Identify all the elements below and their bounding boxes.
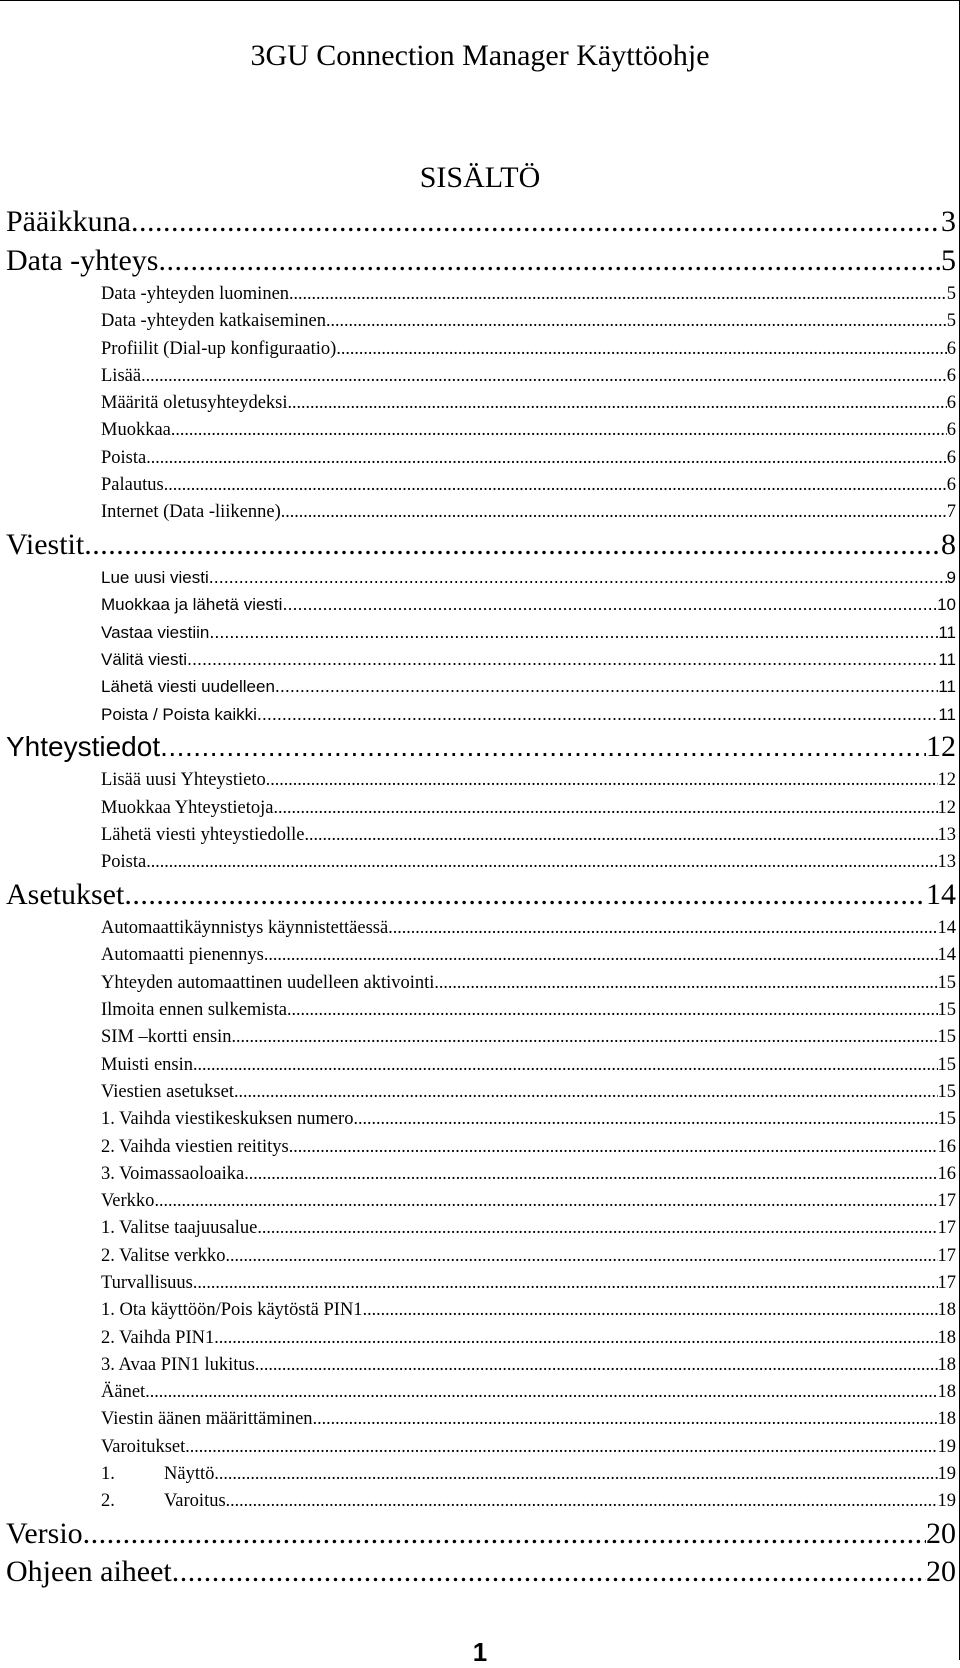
toc-subentry-page: 18 [937, 1382, 956, 1403]
toc-entry-label: Pääikkuna [6, 205, 131, 238]
dot-leader [257, 1214, 937, 1241]
dot-leader [326, 307, 947, 334]
toc-subentry-page: 16 [937, 1163, 956, 1184]
toc-entry-page: 20 [926, 1555, 956, 1589]
dot-leader [185, 1433, 937, 1460]
dot-leader [171, 416, 947, 443]
toc-subentry[interactable] [101, 673, 956, 700]
toc-subentry-label: Viestien asetukset [101, 1081, 234, 1102]
toc-subentry[interactable] [101, 766, 956, 793]
toc-subentry[interactable] [101, 1187, 956, 1214]
toc-entry-page: 8 [941, 527, 956, 561]
toc-subentry[interactable] [101, 646, 956, 673]
toc-entry-page: 3 [941, 205, 956, 238]
dot-leader [83, 1515, 926, 1554]
toc-subentry[interactable] [101, 821, 956, 848]
table-of-contents [6, 203, 956, 1592]
toc-subentry-label: Lähetä viesti yhteystiedolle [101, 825, 305, 846]
toc-subentry-page: 19 [937, 1491, 956, 1512]
dot-leader [232, 1023, 938, 1050]
toc-subentry-label: Automaatti pienennys [101, 945, 264, 966]
toc-subentry[interactable] [101, 1051, 956, 1078]
toc-subentry[interactable] [101, 1460, 956, 1487]
toc-subentry-page: 9 [946, 568, 956, 588]
dot-leader [141, 362, 947, 389]
toc-subentry-page: 15 [937, 1000, 956, 1021]
toc-subentry[interactable] [101, 848, 956, 875]
toc-entry-paakkuna[interactable] [6, 203, 956, 242]
toc-subentry-page: 17 [937, 1218, 956, 1239]
toc-subentry-label: Muisti ensin [101, 1054, 193, 1075]
dot-leader [209, 619, 938, 646]
toc-subentry[interactable] [101, 1324, 956, 1351]
toc-subentry[interactable] [101, 335, 956, 362]
dot-leader [255, 1351, 938, 1378]
dot-leader [282, 591, 937, 618]
toc-subentry-page: 18 [937, 1300, 956, 1321]
toc-entry-page: 5 [941, 243, 956, 277]
toc-subentry-page: 18 [937, 1327, 956, 1348]
toc-subentry[interactable] [101, 1378, 956, 1405]
toc-subentry-page: 5 [946, 311, 956, 332]
toc-subentry-page: 11 [938, 650, 956, 670]
dot-leader [145, 1378, 937, 1405]
toc-subentry-label: 1. Ota käyttöön/Pois käytöstä PIN1 [101, 1300, 363, 1321]
dot-leader [226, 1487, 938, 1514]
dot-leader [289, 1133, 938, 1160]
toc-subentry[interactable] [101, 498, 956, 525]
toc-subentry-label: Data -yhteyden luominen [101, 284, 290, 304]
toc-subentry[interactable] [101, 444, 956, 471]
page-number: 1 [472, 1637, 488, 1667]
dot-leader [209, 564, 947, 591]
toc-subentry-label: Lue uusi viesti [101, 568, 209, 588]
dot-leader [226, 1242, 938, 1269]
toc-subentry-page: 7 [946, 502, 956, 523]
toc-subentry[interactable] [101, 969, 956, 996]
toc-subentry-page: 13 [937, 825, 956, 846]
toc-subentry-label: 3. Avaa PIN1 lukitus [101, 1354, 255, 1375]
dot-leader [304, 821, 937, 848]
dot-leader [336, 335, 946, 362]
toc-subentry-label: Palautus [101, 475, 164, 496]
toc-subentry-page: 10 [937, 595, 956, 615]
toc-subentry-label: Muokkaa Yhteystietoja [101, 797, 274, 818]
toc-subentry-page: 19 [937, 1464, 956, 1485]
toc-subentry-page: 6 [946, 447, 956, 468]
dot-leader [172, 1553, 926, 1592]
toc-subentry-page: 17 [937, 1191, 956, 1212]
toc-subentry-page: 14 [937, 945, 956, 966]
toc-subentry-page: 14 [937, 918, 956, 939]
toc-subentry-text: Näyttö [164, 1464, 215, 1485]
toc-subentry[interactable] [101, 619, 956, 646]
dot-leader [313, 1405, 938, 1432]
toc-subentry[interactable] [101, 794, 956, 821]
toc-subentry[interactable] [101, 941, 956, 968]
toc-subentry-page: 11 [938, 622, 956, 642]
dot-leader [187, 646, 938, 673]
toc-subentry[interactable] [101, 1487, 956, 1514]
toc-entry-label: Yhteystiedot [6, 730, 161, 762]
toc-subentry-label: 2. Valitse verkko [101, 1245, 226, 1266]
dot-leader [214, 1324, 937, 1351]
toc-subentry[interactable] [101, 307, 956, 334]
dot-leader [275, 673, 938, 700]
toc-subentry[interactable] [101, 1242, 956, 1269]
dot-leader [266, 766, 938, 793]
toc-subentry-page: 11 [938, 677, 956, 697]
toc-entry-label: Data -yhteys [6, 243, 159, 277]
toc-subentry-page: 6 [946, 475, 956, 496]
toc-subentry[interactable] [101, 996, 956, 1023]
toc-subentry-page: 15 [937, 1027, 956, 1048]
toc-subentry-page: 11 [938, 704, 956, 724]
toc-entry-label: Viestit [6, 527, 85, 561]
dot-leader [273, 794, 937, 821]
toc-subentry-label: Lähetä viesti uudelleen [101, 677, 275, 697]
dot-leader [193, 1051, 938, 1078]
toc-subentry[interactable] [101, 1433, 956, 1460]
toc-subentry-page: 6 [946, 393, 956, 414]
toc-entry-page: 14 [926, 877, 956, 911]
toc-subentry-label: Lisää uusi Yhteystieto [101, 770, 266, 791]
toc-subentry-label: Välitä viesti [101, 650, 187, 670]
dot-leader [146, 444, 947, 471]
dot-leader [193, 1269, 938, 1296]
toc-subentry-label: Viestin äänen määrittäminen [101, 1409, 313, 1430]
toc-subentry-page: 15 [937, 1081, 956, 1102]
toc-subentry-label: Määritä oletusyhteydeksi [101, 393, 288, 414]
dot-leader [353, 1105, 937, 1132]
toc-entry-yhteystiedot[interactable] [6, 728, 956, 767]
toc-subentry-label [101, 1461, 214, 1487]
toc-subentry-label: Verkko [101, 1191, 155, 1212]
toc-subentry-page: 13 [937, 852, 956, 873]
toc-subentry-page: 5 [946, 284, 956, 304]
toc-subentry-label: 1. Valitse taajuusalue [101, 1218, 258, 1239]
toc-subentry[interactable] [101, 564, 956, 591]
dot-leader [288, 389, 947, 416]
toc-subentry-label: 1. Vaihda viestikeskuksen numero [101, 1109, 354, 1130]
toc-subentry-label: Automaattikäynnistys käynnistettäessä [101, 918, 389, 939]
toc-subentry-page: 15 [937, 972, 956, 993]
toc-subentry[interactable] [101, 1023, 956, 1050]
dot-leader [160, 728, 926, 767]
toc-entry-data-yhteys[interactable] [6, 242, 956, 281]
dot-leader [257, 701, 938, 728]
toc-entry-versio[interactable] [6, 1515, 956, 1554]
toc-subentry-label [101, 1488, 226, 1514]
toc-subentry-page: 6 [946, 338, 956, 359]
toc-subentry-label: Turvallisuus [101, 1273, 193, 1293]
toc-entry-asetukset[interactable] [6, 876, 956, 915]
toc-subentry[interactable] [101, 362, 956, 389]
dot-leader [363, 1296, 938, 1323]
toc-subentry[interactable] [101, 389, 956, 416]
toc-subentry[interactable] [101, 1405, 956, 1432]
dot-leader [264, 941, 938, 968]
toc-subentry[interactable] [101, 1160, 956, 1187]
dot-leader [154, 1187, 937, 1214]
toc-subentry[interactable] [101, 1269, 956, 1296]
toc-subentry-page: 17 [937, 1273, 956, 1293]
toc-subentry[interactable] [101, 914, 956, 941]
toc-entry-label: Asetukset [6, 877, 125, 911]
toc-subentry-page: 18 [937, 1409, 956, 1430]
toc-subentry-label: Varoitukset [101, 1436, 186, 1457]
toc-subentry-label: Muokkaa [101, 420, 171, 441]
dot-leader [124, 876, 926, 915]
toc-subentry-page: 6 [946, 365, 956, 386]
dot-leader [84, 526, 941, 565]
toc-heading: SISÄLTÖ [419, 161, 541, 194]
dot-leader [289, 280, 947, 307]
toc-subentry[interactable] [101, 1078, 956, 1105]
toc-subentry-label: Ilmoita ennen sulkemista [101, 1000, 287, 1021]
document-title: 3GU Connection Manager Käyttöohje [250, 39, 710, 72]
dot-leader [281, 498, 947, 525]
toc-subentry-label: Profiilit (Dial-up konfiguraatio) [101, 338, 337, 359]
toc-subentry[interactable] [101, 1133, 956, 1160]
toc-subentry[interactable] [101, 471, 956, 498]
toc-subentry-prefix: 2. [101, 1491, 115, 1512]
toc-subentry-label: Yhteyden automaattinen uudelleen aktivointi [101, 972, 435, 993]
toc-subentry-label: Poista [101, 852, 147, 873]
toc-subentry-page: 17 [937, 1245, 956, 1266]
toc-subentry[interactable] [101, 591, 956, 618]
toc-subentry-label: Lisää [101, 365, 142, 386]
toc-subentry-page: 18 [937, 1354, 956, 1375]
toc-subentry[interactable] [101, 701, 956, 728]
dot-leader [234, 1078, 938, 1105]
toc-subentry-page: 12 [937, 770, 956, 791]
toc-entry-page: 20 [926, 1516, 956, 1550]
dot-leader [146, 848, 937, 875]
toc-entry-ohjeen-aiheet[interactable] [6, 1553, 956, 1592]
toc-subentry-label: 2. Vaihda viestien reititys [101, 1136, 289, 1157]
dot-leader [164, 471, 947, 498]
dot-leader [434, 969, 937, 996]
toc-subentry[interactable] [101, 1214, 956, 1241]
toc-subentry-label: Poista / Poista kaikki [101, 704, 257, 724]
toc-entry-viestit[interactable] [6, 526, 956, 565]
toc-entry-label: Ohjeen aiheet [6, 1555, 172, 1589]
toc-subentry-page: 15 [937, 1054, 956, 1075]
dot-leader [131, 203, 941, 242]
toc-subentry[interactable] [101, 1296, 956, 1323]
toc-subentry-page: 19 [937, 1436, 956, 1457]
toc-subentry[interactable] [101, 1105, 956, 1132]
toc-subentry[interactable] [101, 280, 956, 307]
toc-subentry[interactable] [101, 1351, 956, 1378]
toc-entry-label: Versio [6, 1516, 83, 1550]
toc-subentry-label: Data -yhteyden katkaiseminen [101, 311, 326, 332]
toc-subentry-page: 12 [937, 797, 956, 818]
toc-subentry-label: 3. Voimassaoloaika [101, 1163, 245, 1184]
toc-subentry-page: 6 [946, 420, 956, 441]
dot-leader [158, 242, 941, 281]
dot-leader [287, 996, 938, 1023]
dot-leader [214, 1460, 937, 1487]
dot-leader [244, 1160, 937, 1187]
toc-subentry-label: Poista [101, 447, 147, 468]
toc-subentry[interactable] [101, 416, 956, 443]
toc-subentry-label: Vastaa viestiin [101, 622, 210, 642]
toc-subentry-label: SIM –kortti ensin [101, 1027, 232, 1048]
toc-subentry-prefix: 1. [101, 1464, 115, 1485]
toc-subentry-label: 2. Vaihda PIN1 [101, 1327, 215, 1348]
toc-subentry-label: Internet (Data -liikenne) [101, 502, 281, 523]
toc-subentry-page: 15 [937, 1109, 956, 1130]
toc-subentry-label: Muokkaa ja lähetä viesti [101, 595, 283, 615]
toc-subentry-label: Äänet [101, 1382, 146, 1403]
dot-leader [388, 914, 937, 941]
toc-subentry-page: 16 [937, 1136, 956, 1157]
toc-subentry-text: Varoitus [164, 1491, 226, 1512]
toc-entry-page: 12 [926, 729, 956, 763]
